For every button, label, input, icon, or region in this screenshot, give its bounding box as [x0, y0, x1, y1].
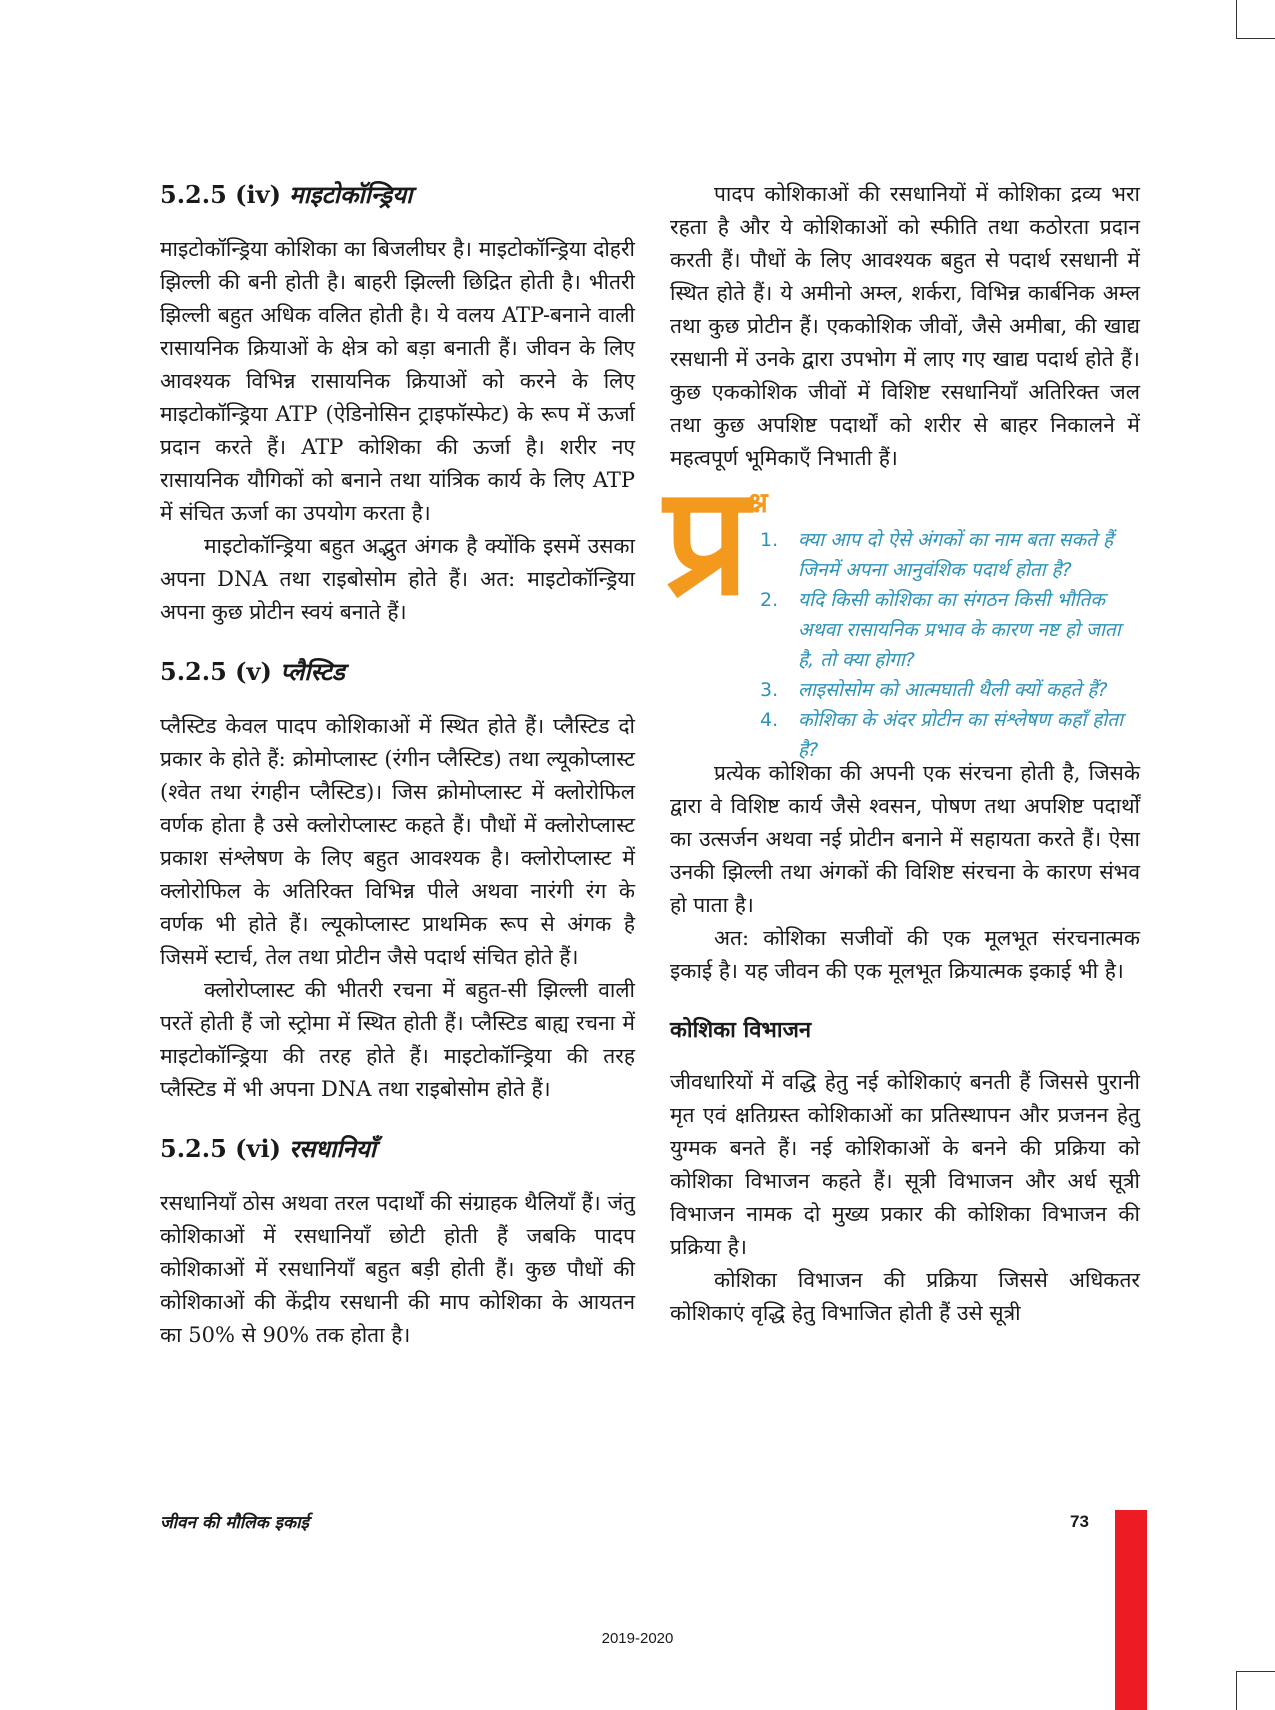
left-column: [160, 178, 635, 1378]
plastid-paragraph-1: प्लैस्टिड केवल पादप कोशिकाओं में स्थित होते हैं। प्लैस्टिड दो प्रकार के होते हैं: क्रोमोप्लास्ट (रंगीन प्लैस्टिड) तथा ल्यूकोप्लास्ट (श्वेत तथा रंगहीन प्लैस्टिड)। जिस क्रोमोप्लास्ट में क्लोरोफिल वर्णक होता है उसे क्लोरोप्लास्ट कहते हैं। पौधों में क्लोरोप्लास्ट प्रकाश संश्लेषण के लिए बहुत आवश्यक है। क्लोरोप्लास्ट में क्लोरोफिल के अतिरिक्त विभिन्न पीले अथवा नारंगी रंग के वर्णक भी होते हैं। ल्यूकोप्लास्ट प्राथमिक रूप से अंगक है जिसमें स्टार्च, तेल तथा प्रोटीन जैसे पदार्थ संचित होते हैं।: [160, 714, 635, 969]
section-number: 5.2.5 (v): [160, 657, 272, 686]
cell-division-heading: कोशिका विभाजन: [670, 1018, 812, 1043]
vacuole-continued-paragraph: पादप कोशिकाओं की रसधानियों में कोशिका द्रव्य भरा रहता है और ये कोशिकाओं को स्फीति तथा कठोरता प्रदान करती हैं। पौधों के लिए आवश्यक बहुत से पदार्थ रसधानी में स्थित होते हैं। ये अमीनो अम्ल, शर्करा, विभिन्न कार्बनिक अम्ल तथा कुछ प्रोटीन हैं। एककोशिक जीवों, जैसे अमीबा, की खाद्य रसधानी में उनके द्वारा उपभोग में लाए गए खाद्य पदार्थ होते हैं। कुछ एककोशिक जीवों में विशिष्ट रसधानियाँ अतिरिक्त जल तथा कुछ अपशिष्ट पदार्थों को शरीर से बाहर निकालने में महत्वपूर्ण भूमिकाएँ निभाती हैं।: [670, 182, 1140, 470]
question-text: कोशिका के अंदर प्रोटीन का संश्लेषण कहाँ होता है?: [798, 709, 1124, 761]
section-title: प्लैस्टिड: [280, 658, 345, 686]
question-text: लाइसोसोम को आत्मघाती थैली क्यों कहते हैं?: [798, 679, 1108, 701]
plastid-section: [160, 655, 635, 1106]
page-number: 73: [1070, 1512, 1089, 1531]
crop-mark-top-right: [1236, 0, 1275, 39]
chapter-footer: जीवन की मौलिक इकाई: [160, 1513, 309, 1533]
cell-unit-paragraph: अत: कोशिका सजीवों की एक मूलभूत संरचनात्मक इकाई है। यह जीवन की एक मूलभूत क्रियात्मक इकाई भी है।: [670, 926, 1140, 983]
question-item: [760, 525, 1138, 585]
vacuole-paragraph-1: रसधानियाँ ठोस अथवा तरल पदार्थों की संग्राहक थैलियाँ हैं। जंतु कोशिकाओं में रसधानियाँ छोटी होती हैं जबकि पादप कोशिकाओं में रसधानियाँ बहुत बड़ी होती हैं। कुछ पौधों की कोशिकाओं की केंद्रीय रसधानी की माप कोशिका के आयतन का 50% से 90% तक होता है।: [160, 1191, 635, 1347]
plastid-heading: [160, 655, 635, 688]
section-title: रसधानियाँ: [289, 1135, 376, 1163]
vacuole-heading: [160, 1132, 635, 1165]
question-item: [760, 675, 1138, 705]
question-number: 2.: [760, 589, 779, 611]
mitochondria-paragraph-2: माइटोकॉन्ड्रिया बहुत अद्भुत अंगक है क्योंकि इसमें उसका अपना DNA तथा राइबोसोम होते हैं। अत: माइटोकॉन्ड्रिया अपना कुछ प्रोटीन स्वयं बनाते हैं।: [160, 534, 635, 624]
cell-division-paragraph-2: कोशिका विभाजन की प्रक्रिया जिससे अधिकतर कोशिकाएं वृद्धि हेतु विभाजित होती हैं उसे सूत्री: [670, 1268, 1140, 1325]
question-word: श्न: [748, 486, 768, 519]
question-list: [760, 525, 1138, 765]
session-year: 2019-2020: [601, 1630, 674, 1647]
question-text: क्या आप दो ऐसे अंगकों का नाम बता सकते हैं जिनमें अपना आनुवंशिक पदार्थ होता है?: [798, 529, 1114, 581]
red-margin-bar: [1115, 1510, 1147, 1710]
mitochondria-paragraph-1: माइटोकॉन्ड्रिया कोशिका का बिजलीघर है। माइटोकॉन्ड्रिया दोहरी झिल्ली की बनी होती है। बाहरी झिल्ली छिद्रित होती है। भीतरी झिल्ली बहुत अधिक वलित होती है। ये वलय ATP-बनाने वाली रासायनिक क्रियाओं के क्षेत्र को बड़ा बनाती हैं। जीवन के लिए आवश्यक विभिन्न रासायनिक क्रियाओं को करने के लिए माइटोकॉन्ड्रिया ATP (ऐडिनोसिन ट्राइफॉस्फेट) के रूप में ऊर्जा प्रदान करते हैं। ATP कोशिका की ऊर्जा है। शरीर नए रासायनिक यौगिकों को बनाने तथा यांत्रिक कार्य के लिए ATP में संचित ऊर्जा का उपयोग करता है।: [160, 237, 635, 525]
vacuole-section: [160, 1132, 635, 1352]
cell-structure-paragraph: प्रत्येक कोशिका की अपनी एक संरचना होती है, जिसके द्वारा वे विशिष्ट कार्य जैसे श्वसन, पोषण तथा अपशिष्ट पदार्थों का उत्सर्जन अथवा नई प्रोटीन बनाने में सहायता करते हैं। ऐसा उनकी झिल्ली तथा अंगकों की विशिष्ट संरचना के कारण संभव हो पाता है।: [670, 761, 1140, 917]
section-number: 5.2.5 (vi): [160, 1134, 281, 1163]
section-title: माइटोकॉन्ड्रिया: [289, 181, 413, 209]
question-item: [760, 585, 1138, 675]
questions-box: [664, 455, 1140, 761]
mitochondria-section: [160, 178, 635, 629]
question-number: 4.: [760, 709, 779, 731]
crop-mark-bottom-right: [1236, 1671, 1275, 1710]
question-text: यदि किसी कोशिका का संगठन किसी भौतिक अथवा रासायनिक प्रभाव के कारण नष्ट हो जाता है, तो क्या होगा?: [798, 589, 1121, 671]
plastid-paragraph-2: क्लोरोप्लास्ट की भीतरी रचना में बहुत-सी झिल्ली वाली परतें होती हैं जो स्ट्रोमा में स्थित होती हैं। प्लैस्टिड बाह्य रचना में माइटोकॉन्ड्रिया की तरह होते हैं। माइटोकॉन्ड्रिया की तरह प्लैस्टिड में भी अपना DNA तथा राइबोसोम होते हैं।: [160, 978, 635, 1101]
section-number: 5.2.5 (iv): [160, 180, 281, 209]
question-item: [760, 705, 1138, 765]
right-column: [664, 178, 1140, 1330]
cell-division-paragraph-1: जीवधारियों में वद्धि हेतु नई कोशिकाएं बनती हैं जिससे पुरानी मृत एवं क्षतिग्रस्त कोशिकाओं का प्रतिस्थापन और प्रजनन हेतु युग्मक बनते हैं। नई कोशिकाओं के बनने की प्रक्रिया को कोशिका विभाजन कहते हैं। सूत्री विभाजन और अर्ध सूत्री विभाजन नामक दो मुख्य प्रकार की कोशिका विभाजन की प्रक्रिया है।: [670, 1070, 1140, 1259]
mitochondria-heading: [160, 178, 635, 211]
question-number: 3.: [760, 679, 779, 701]
question-glyph-icon: प्र: [664, 455, 750, 629]
question-number: 1.: [760, 529, 779, 551]
